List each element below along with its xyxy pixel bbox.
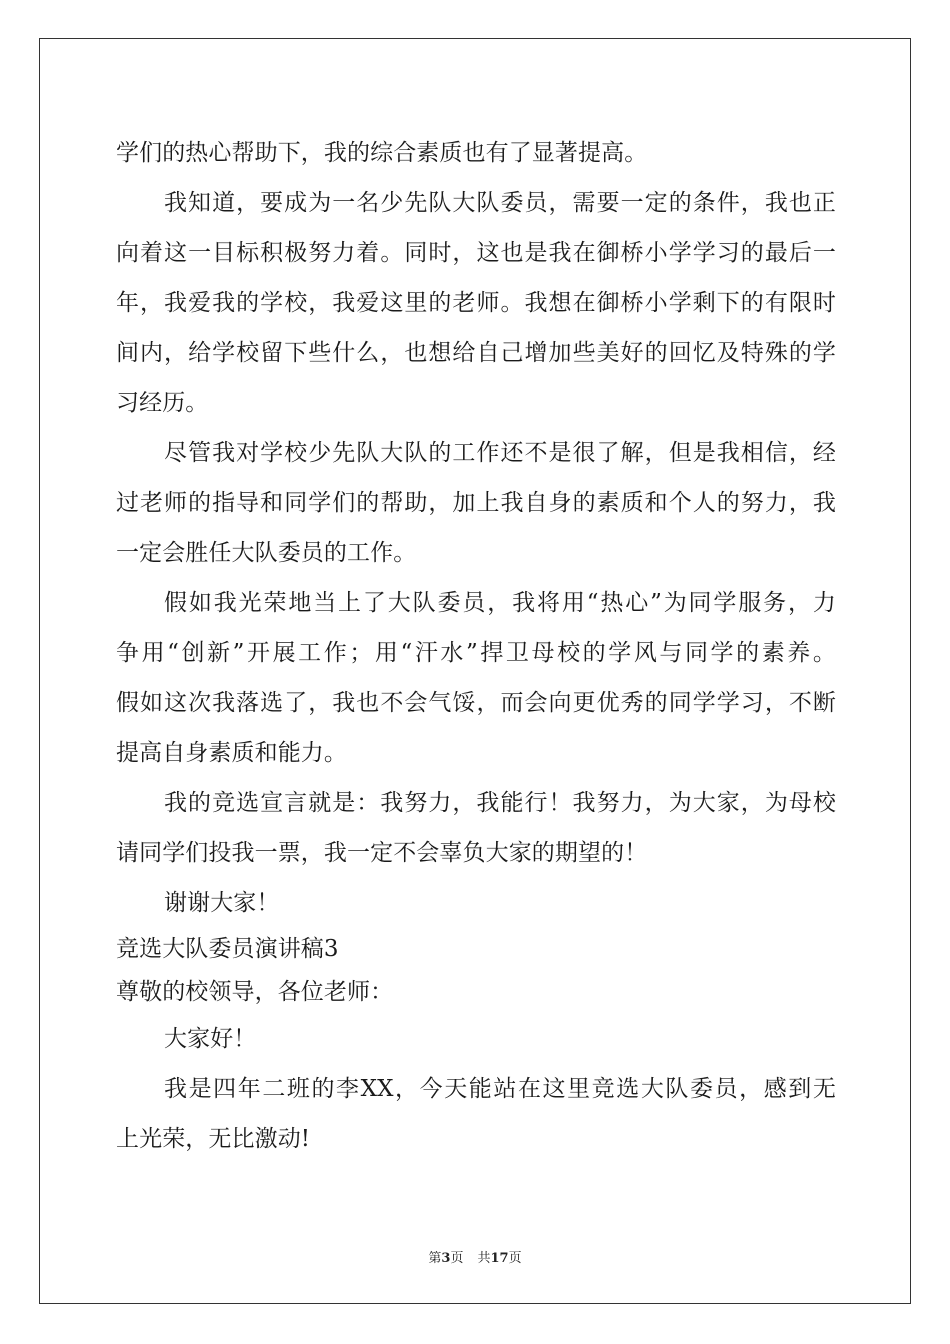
paragraph-line: 我知道，要成为一名少先队大队委员，需要一定的条件，我也正 (164, 190, 836, 216)
page-number: 3 (441, 1251, 451, 1266)
paragraph-line: 过老师的指导和同学们的帮助，加上我自身的素质和个人的努力，我 (116, 490, 836, 516)
paragraph-line: 谢谢大家！ (164, 890, 280, 916)
paragraph-line: 争用“创新”开展工作；用“汗水”捍卫母校的学风与同学的素养。 (116, 640, 836, 666)
greeting-line: 大家好！ (164, 1026, 257, 1052)
page-footer (0, 1247, 950, 1266)
page-prefix: 第 (428, 1251, 442, 1266)
paragraph-line: 上光荣，无比激动! (116, 1126, 311, 1152)
total-prefix: 共 (477, 1251, 491, 1266)
section-title: 竞选大队委员演讲稿3 (116, 936, 339, 962)
paragraph-line: 间内，给学校留下些什么，也想给自己增加些美好的回忆及特殊的学 (116, 340, 836, 366)
paragraph-line: 尽管我对学校少先队大队的工作还不是很了解，但是我相信，经 (164, 440, 836, 466)
paragraph-line: 一定会胜任大队委员的工作。 (116, 540, 417, 566)
paragraph-line: 我是四年二班的李XX，今天能站在这里竞选大队委员，感到无 (164, 1076, 836, 1102)
paragraph-line: 假如我光荣地当上了大队委员，我将用“热心”为同学服务，力 (164, 590, 836, 616)
page-suffix: 页 (450, 1251, 464, 1266)
total-suffix: 页 (508, 1251, 522, 1266)
paragraph-line: 我的竞选宣言就是：我努力，我能行！我努力，为大家，为母校 (164, 790, 836, 816)
paragraph-line: 请同学们投我一票，我一定不会辜负大家的期望的！ (116, 840, 648, 866)
paragraph-line: 假如这次我落选了，我也不会气馁，而会向更优秀的同学学习，不断 (116, 690, 836, 716)
salutation-line: 尊敬的校领导，各位老师： (116, 979, 394, 1005)
paragraph-line: 向着这一目标积极努力着。同时，这也是我在御桥小学学习的最后一 (116, 240, 836, 266)
document-body (116, 128, 836, 1164)
paragraph-line: 习经历。 (116, 390, 209, 416)
paragraph-line: 提高自身素质和能力。 (116, 740, 347, 766)
paragraph-line: 学们的热心帮助下，我的综合素质也有了显著提高。 (116, 140, 648, 166)
paragraph-line: 年，我爱我的学校，我爱这里的老师。我想在御桥小学剩下的有限时 (116, 290, 836, 316)
total-pages: 17 (490, 1251, 509, 1266)
